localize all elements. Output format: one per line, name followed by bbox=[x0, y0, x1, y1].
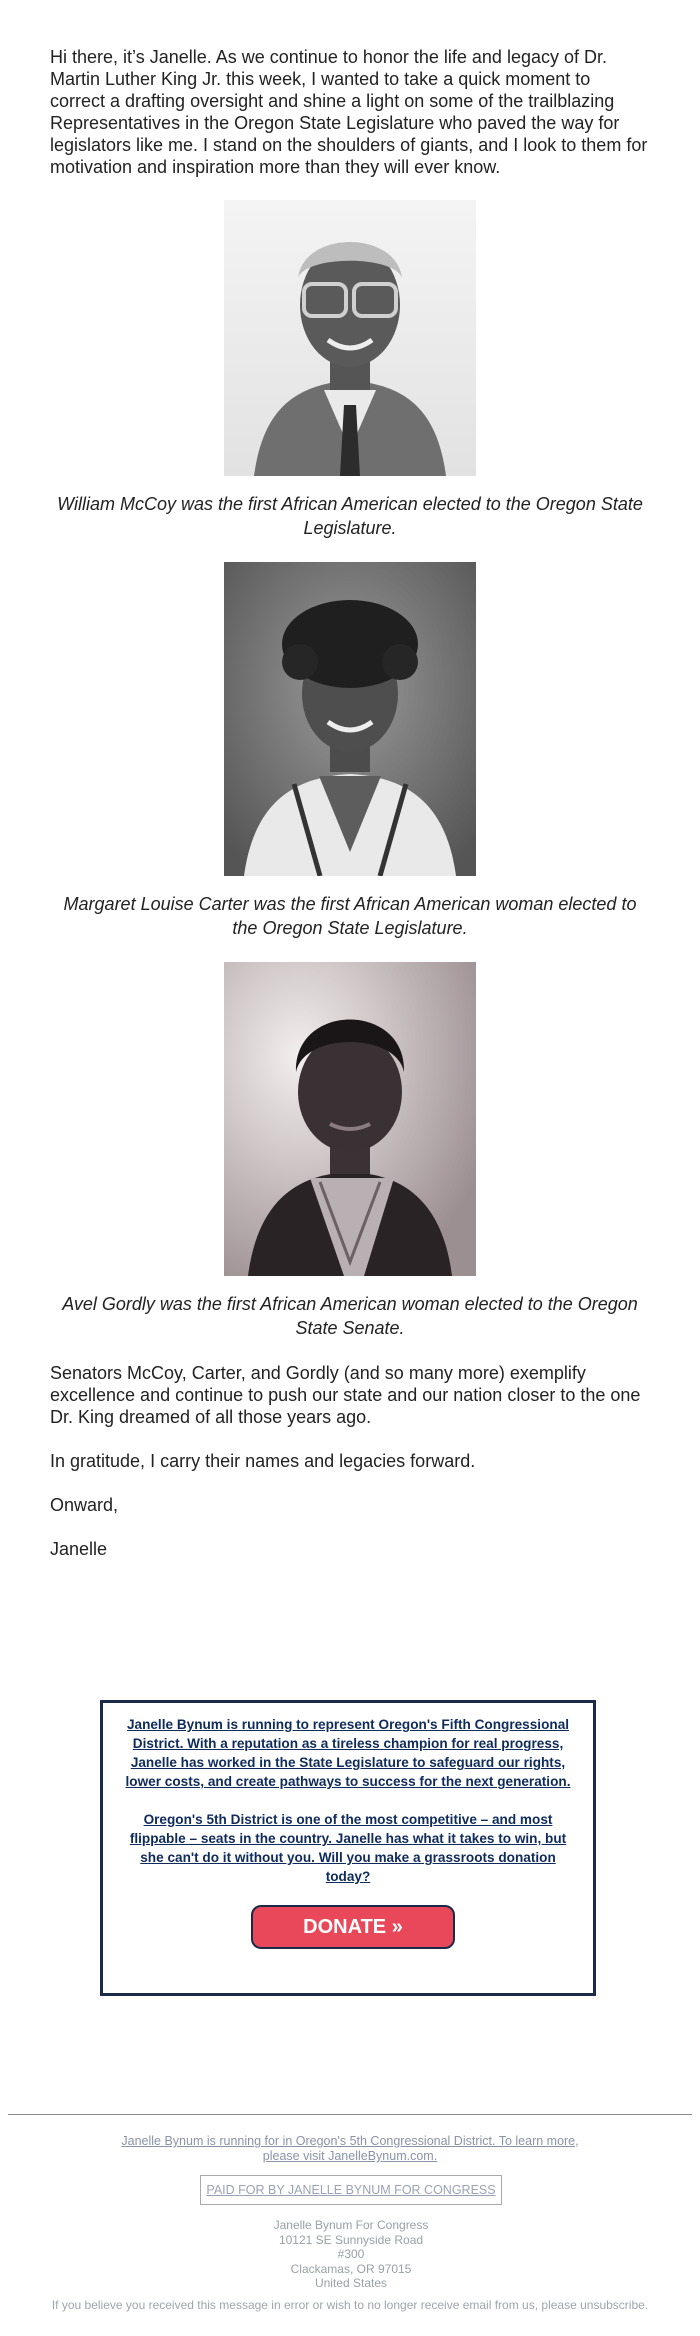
caption-carter: Margaret Louise Carter was the first African American woman elected to the Oregon State Legislature. bbox=[63, 894, 637, 938]
email-content bbox=[50, 46, 650, 1582]
photo-william-mccoy bbox=[50, 200, 650, 476]
intro-paragraph: Hi there, it’s Janelle. As we continue to honor the life and legacy of Dr. Martin Luther King Jr. this week, I wanted to take a quick moment to correct a drafting oversight and shine a light on some of the trailblazing Representatives in the Oregon State Legislature who paved the way for legislators like me. I stand on the shoulders of giants, and I look to them for motivation and inspiration more than they will ever know. bbox=[50, 47, 648, 177]
portrait-image bbox=[224, 562, 476, 876]
footer-divider bbox=[8, 2114, 692, 2115]
photo-avel-gordly bbox=[50, 962, 650, 1276]
photo-margaret-carter bbox=[50, 562, 650, 876]
address-line: Janelle Bynum For Congress bbox=[273, 2218, 429, 2232]
portrait-image bbox=[224, 962, 476, 1276]
address-line: Clackamas, OR 97015 bbox=[290, 2261, 412, 2276]
portrait-image bbox=[224, 200, 476, 476]
signature: Janelle bbox=[50, 1539, 108, 1559]
cta-paragraph-1[interactable]: Janelle Bynum is running to represent Oregon's Fifth Congressional District. With a reputation as a tireless champion for real progress, Janelle has worked in the State Legislature to safeguard our rights, lower costs, and create pathways to success for the next generation. bbox=[125, 1717, 571, 1789]
address-line: United States bbox=[314, 2276, 388, 2290]
mailing-address bbox=[200, 2218, 502, 2291]
caption-gordly: Avel Gordly was the first African American woman elected to the Oregon State Senate. bbox=[62, 1294, 638, 1338]
donation-callout bbox=[100, 1700, 596, 1996]
address-line: #300 bbox=[337, 2247, 365, 2261]
donate-button[interactable]: DONATE » bbox=[251, 1905, 455, 1949]
closing-paragraph: Senators McCoy, Carter, and Gordly (and so many more) exemplify excellence and continue to push our state and our nation closer to the one Dr. King dreamed of all those years ago. bbox=[50, 1363, 641, 1427]
sign-off: Onward, bbox=[50, 1495, 119, 1515]
address-line: 10121 SE Sunnyside Road bbox=[278, 2232, 424, 2247]
footer-note-link[interactable]: Janelle Bynum is running for in Oregon's 5th Congressional District. To learn more, please visit JanelleBynum.com. bbox=[121, 2134, 579, 2163]
unsubscribe-text[interactable]: If you believe you received this message in error or wish to no longer receive email from us, please unsubscribe. bbox=[51, 2298, 649, 2312]
gratitude-line: In gratitude, I carry their names and legacies forward. bbox=[50, 1451, 476, 1471]
cta-paragraph-2[interactable]: Oregon's 5th District is one of the most competitive – and most flippable – seats in the country. Janelle has what it takes to win, but she can't do it without you. Will you make a grassroots donation today? bbox=[129, 1812, 567, 1884]
paid-for-disclaimer[interactable]: PAID FOR BY JANELLE BYNUM FOR CONGRESS bbox=[200, 2175, 502, 2205]
caption-mccoy: William McCoy was the first African American elected to the Oregon State Legislature. bbox=[57, 494, 643, 538]
